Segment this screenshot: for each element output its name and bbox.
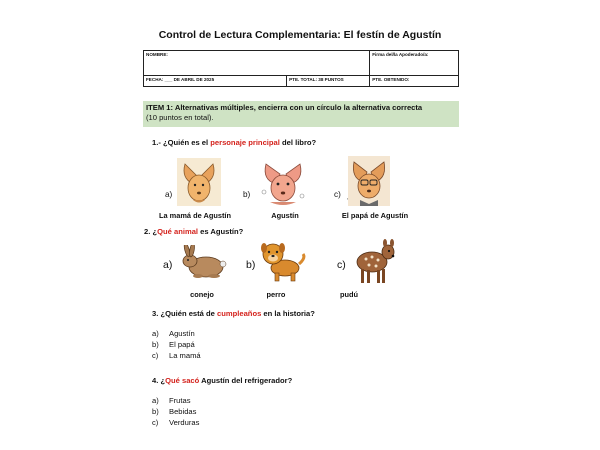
student-info-table bbox=[143, 50, 459, 87]
question-3: 3. ¿Quién está de cumpleaños en la historia? bbox=[152, 309, 315, 318]
nombre-field[interactable]: NOMBRE: bbox=[144, 51, 370, 76]
list-item[interactable]: c) Verduras bbox=[152, 418, 200, 427]
papa-deer-icon[interactable] bbox=[348, 156, 390, 206]
question-2: 2. ¿Qué animal es Agustín? bbox=[144, 227, 244, 236]
dog-icon[interactable] bbox=[259, 240, 307, 282]
fecha-field[interactable]: FECHA: ___ DE ABRIL DE 2025 bbox=[144, 76, 287, 87]
q2-option-a[interactable]: a) bbox=[163, 259, 173, 271]
q1-option-b[interactable]: b) bbox=[243, 190, 251, 199]
question-4: 4. ¿Qué sacó Agustín del refrigerador? bbox=[152, 376, 293, 385]
pte-obtenido-field[interactable]: PTE. OBTENIDO: bbox=[370, 76, 459, 87]
rabbit-icon[interactable] bbox=[178, 245, 228, 279]
q2-option-b[interactable]: b) bbox=[246, 259, 256, 271]
q1-option-c[interactable]: c) bbox=[334, 190, 341, 199]
page-title: Control de Lectura Complementaria: El festín de Agustín bbox=[158, 29, 442, 41]
q2-caption-c: pudú bbox=[339, 290, 359, 299]
firma-field[interactable]: Firma del/la Apoderado/a: bbox=[370, 51, 459, 76]
q4-options-list bbox=[152, 395, 199, 428]
item1-instructions bbox=[143, 101, 459, 127]
pte-total-field: PTE. TOTAL: 38 PUNTOS bbox=[287, 76, 370, 87]
q2-option-c[interactable]: c) bbox=[337, 259, 346, 271]
list-item[interactable]: c) La mamá bbox=[152, 351, 201, 360]
q1-caption-a: La mamá de Agustín bbox=[158, 211, 231, 220]
list-item[interactable]: a) Agustín bbox=[152, 329, 195, 338]
q1-extra-mark: , bbox=[347, 195, 349, 201]
q2-caption-a: conejo bbox=[190, 290, 214, 299]
question-1: 1.- ¿Quién es el personaje principal del libro? bbox=[152, 138, 317, 147]
list-item[interactable]: b) El papá bbox=[152, 340, 195, 349]
item1-heading: ITEM 1: Alternativas múltiples, encierra con un círculo la alternativa correcta bbox=[146, 103, 423, 112]
q3-options-list bbox=[152, 328, 201, 361]
q2-caption-b: perro bbox=[266, 290, 286, 299]
q1-caption-c: El papá de Agustín bbox=[341, 211, 409, 220]
agustin-deer-icon[interactable] bbox=[256, 156, 310, 208]
item1-subtext: (10 puntos en total). bbox=[146, 113, 214, 122]
q1-caption-b: Agustín bbox=[271, 211, 299, 220]
list-item[interactable]: a) Frutas bbox=[152, 396, 191, 405]
list-item[interactable]: b) Bebidas bbox=[152, 407, 197, 416]
mama-deer-icon[interactable] bbox=[177, 158, 221, 206]
pudu-icon[interactable] bbox=[350, 236, 398, 286]
q1-option-a[interactable]: a) bbox=[165, 190, 173, 199]
